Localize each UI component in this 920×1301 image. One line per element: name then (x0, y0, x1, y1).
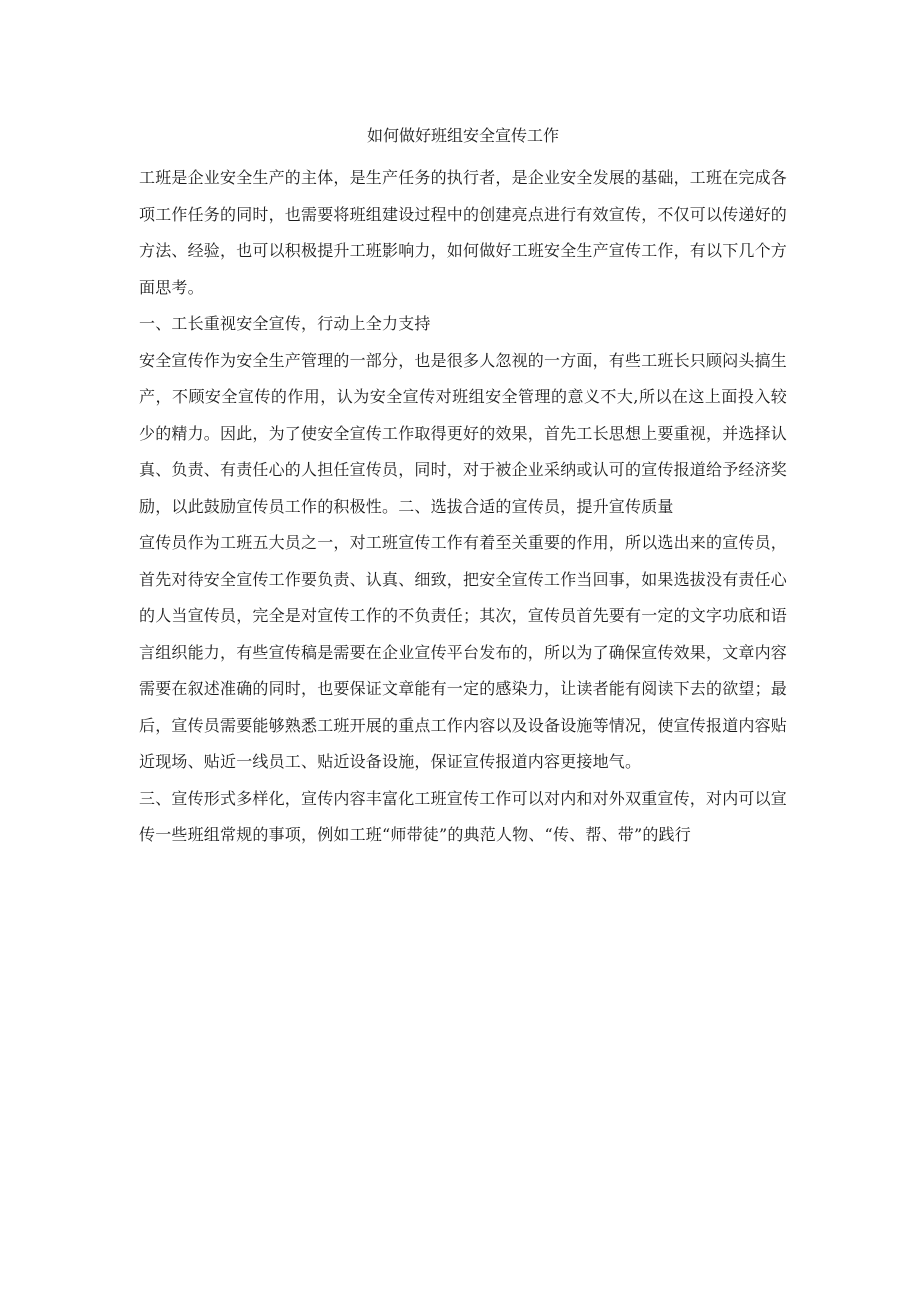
paragraph-section-2: 宣传员作为工班五大员之一，对工班宣传工作有着至关重要的作用，所以选出来的宣传员，首先对待安全宣传工作要负责、认真、细致，把安全宣传工作当回事，如果选拔没有责任心的人当宣传员，完全是对宣传工作的不负责任；其次，宣传员首先要有一定的文字功底和语言组织能力，有些宣传稿是需要在企业宣传平台发布的，所以为了确保宣传效果，文章内容需要在叙述准确的同时，也要保证文章能有一定的感染力，让读者能有阅读下去的欲望；最后，宣传员需要能够熟悉工班开展的重点工作内容以及设备设施等情况，使宣传报道内容贴近现场、贴近一线员工、贴近设备设施，保证宣传报道内容更接地气。 (139, 533, 788, 771)
document-title: 如何做好班组安全宣传工作 (366, 126, 559, 145)
section-heading-1: 一、工长重视安全宣传，行动上全力支持 (139, 314, 431, 333)
paragraph-section-3: 三、宣传形式多样化，宣传内容丰富化工班宣传工作可以对内和对外双重宣传，对内可以宣传一些班组常规的事项，例如工班“师带徒”的典范人物、“传、帮、带”的践行 (139, 788, 788, 844)
paragraph-section-1: 安全宣传作为安全生产管理的一部分，也是很多人忽视的一方面，有些工班长只顾闷头搞生产，不顾安全宣传的作用，认为安全宣传对班组安全管理的意义不大,所以在这上面投入较少的精力。因此，为了使安全宣传工作取得更好的效果，首先工长思想上要重视，并选择认真、负责、有责任心的人担任宣传员，同时，对于被企业采纳或认可的宣传报道给予经济奖励，以此鼓励宣传员工作的积极性。二、选拔合适的宣传员，提升宣传质量 (139, 350, 788, 516)
paragraph-intro: 工班是企业安全生产的主体，是生产任务的执行者，是企业安全发展的基础，工班在完成各项工作任务的同时，也需要将班组建设过程中的创建亮点进行有效宣传，不仅可以传递好的方法、经验，也可以积极提升工班影响力，如何做好工班安全生产宣传工作，有以下几个方面思考。 (139, 168, 788, 297)
document-body (139, 118, 787, 854)
